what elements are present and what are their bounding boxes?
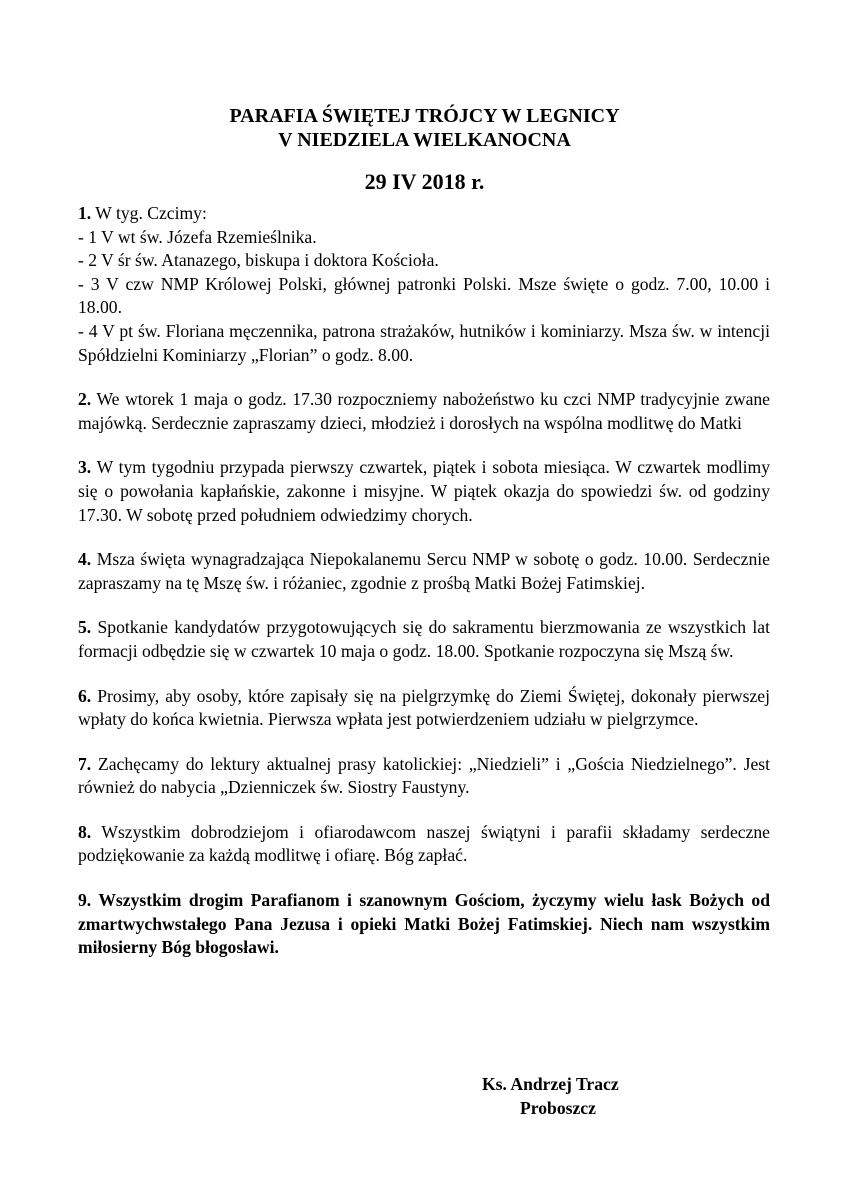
item-number: 9. xyxy=(78,890,92,911)
item-number: 1. xyxy=(78,203,92,223)
announcement-6 xyxy=(78,685,770,732)
item-number: 7. xyxy=(78,753,92,774)
item-text: Wszystkim dobrodziejom i ofiarodawcom naszej świątyni i parafii składamy serdeczne podziękowanie za każdą modlitwę i ofiarę. Bóg zapłać. xyxy=(78,821,770,866)
item-number: 8. xyxy=(78,821,92,842)
item-number: 3. xyxy=(78,457,92,478)
item-text: We wtorek 1 maja o godz. 17.30 rozpoczniemy nabożeństwo ku czci NMP tradycyjnie zwane majówką. Serdecznie zapraszamy dzieci, młodzież i dorosłych na wspólna modlitwę do Matki xyxy=(78,389,770,433)
item-number: 4. xyxy=(78,549,92,570)
item-text: Spotkanie kandydatów przygotowujących się do sakramentu bierzmowania ze wszystkich lat formacji odbędzie się w czwartek 10 maja o godz. 18.00. Spotkanie rozpoczyna się Mszą św. xyxy=(78,617,770,661)
item-text: Zachęcamy do lektury aktualnej prasy katolickiej: „Niedzieli” i „Gościa Niedzielnego”. Jest również do nabycia „Dzienniczek św. Siostry Faustyny. xyxy=(78,753,770,798)
feast-line: - 3 V czw NMP Królowej Polski, głównej patronki Polski. Msze święte o godz. 7.00, 10.00 i 18.00. xyxy=(78,273,770,318)
item-text: Msza święta wynagradzająca Niepokalanemu Sercu NMP w sobotę o godz. 10.00. Serdecznie zapraszamy na tę Mszę św. i różaniec, zgodnie z prośbą Matki Bożej Fatimskiej. xyxy=(78,549,770,593)
item-text: W tym tygodniu przypada pierwszy czwartek, piątek i sobota miesiąca. W czwartek modlimy się o powołania kapłańskie, zakonne i misyjne. W piątek okazja do spowiedzi św. od godziny 17.30. W sobotę przed południem odwiedzimy chorych. xyxy=(78,457,770,525)
item-number: 6. xyxy=(78,685,92,706)
signature-title: Proboszcz xyxy=(520,1098,596,1118)
item-number: 2. xyxy=(78,389,92,410)
feast-line: - 4 V pt św. Floriana męczennika, patrona strażaków, hutników i kominiarzy. Msza św. w intencji Spółdzielni Kominiarzy „Florian” o godz. 8.00. xyxy=(78,320,770,365)
announcement-4 xyxy=(78,548,770,595)
item-text: Prosimy, aby osoby, które zapisały się na pielgrzymkę do Ziemi Świętej, dokonały pierwszej wpłaty do końca kwietnia. Pierwsza wpłata jest potwierdzeniem udziału w pielgrzymce. xyxy=(78,685,770,730)
announcement-7 xyxy=(78,753,770,800)
item-text: Wszystkim drogim Parafianom i szanownym Gościom, życzymy wielu łask Bożych od zmartwychwstałego Pana Jezusa i opieki Matki Bożej Fatimskiej. Niech nam wszystkim miłosierny Bóg błogosławi. xyxy=(78,890,770,958)
signature-name: Ks. Andrzej Tracz xyxy=(482,1074,619,1094)
feast-line: - 2 V śr św. Atanazego, biskupa i doktora Kościoła. xyxy=(78,250,439,271)
announcement-8 xyxy=(78,821,770,868)
parish-title: PARAFIA ŚWIĘTEJ TRÓJCY W LEGNICY xyxy=(229,105,620,127)
announcement-9 xyxy=(78,889,770,960)
announcements xyxy=(78,202,770,960)
document-date: 29 IV 2018 r. xyxy=(364,169,485,194)
item-intro: W tyg. Czcimy: xyxy=(91,203,207,223)
announcement-2 xyxy=(78,388,770,435)
announcement-5 xyxy=(78,616,770,663)
item-number: 5. xyxy=(78,617,92,638)
announcement-3 xyxy=(78,456,770,527)
announcement-1 xyxy=(78,202,770,226)
feast-line: - 1 V wt św. Józefa Rzemieślnika. xyxy=(78,226,317,247)
sunday-title: V NIEDZIELA WIELKANOCNA xyxy=(278,129,571,151)
